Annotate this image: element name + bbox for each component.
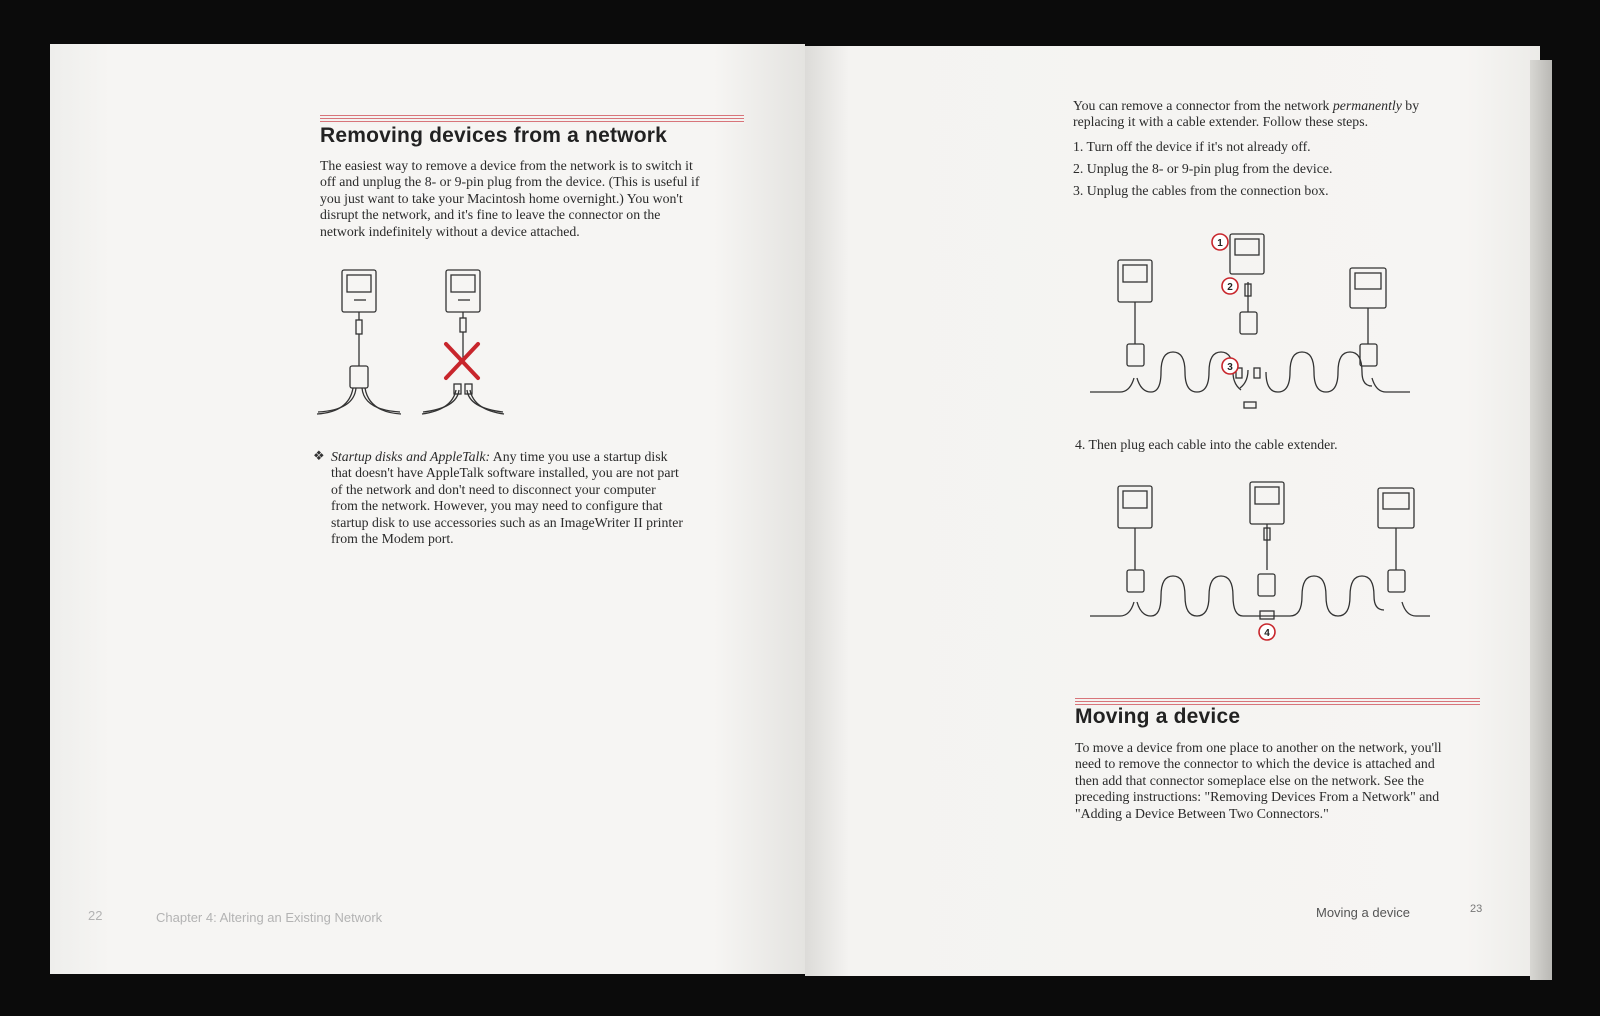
section-title-removing: Removing devices from a network (320, 124, 667, 147)
text-line: that doesn't have AppleTalk software installed, you are not part (331, 465, 679, 481)
remove-x-mark (446, 344, 478, 378)
note-bullet: ❖ (313, 448, 325, 463)
text-line: you just want to take your Macintosh home overnight.) You won't (320, 190, 683, 206)
section-rule (320, 115, 744, 124)
text-line: Any time you use a startup disk (490, 449, 668, 464)
callout-3: 3 (1227, 362, 1233, 373)
unplug-diagram (1090, 232, 1430, 422)
page-number-left: 22 (88, 908, 103, 923)
running-footer-left: Chapter 4: Altering an Existing Network (156, 910, 383, 925)
text-line: startup disk to use accessories such as an ImageWriter II printer (331, 514, 683, 530)
running-footer-right: Moving a device (1316, 905, 1410, 920)
page-stack-edge (1530, 60, 1552, 980)
startup-note (331, 449, 751, 547)
text-line: replacing it with a cable extender. Follow these steps. (1073, 114, 1369, 130)
text-line: need to remove the connector to which the device is attached and (1075, 756, 1435, 772)
text-line: of the network and don't need to disconnect your computer (331, 481, 656, 497)
cable-extender-intro (1073, 98, 1473, 131)
note-heading: Startup disks and AppleTalk: (331, 449, 491, 464)
text-line: preceding instructions: "Removing Devices From a Network" and (1075, 789, 1440, 805)
text-line: disrupt the network, and it's fine to leave the connector on the (320, 207, 661, 223)
section-title-moving: Moving a device (1075, 705, 1241, 728)
step-4: 4. Then plug each cable into the cable extender. (1075, 437, 1338, 452)
text-line: "Adding a Device Between Two Connectors." (1075, 805, 1329, 821)
step-item: 1. Turn off the device if it's not already off. (1073, 139, 1311, 154)
text-line: from the Modem port. (331, 531, 454, 547)
moving-paragraph (1075, 740, 1495, 822)
step-item: 3. Unplug the cables from the connection box. (1073, 183, 1329, 198)
steps-list (1073, 136, 1332, 202)
callout-2: 2 (1227, 282, 1233, 293)
text-line: To move a device from one place to another on the network, you'll (1075, 740, 1442, 755)
text-line: network indefinitely without a device attached. (320, 223, 580, 239)
text-span: You can remove a connector from the network (1073, 98, 1333, 113)
text-line: The easiest way to remove a device from the network is to switch it (320, 158, 693, 173)
removal-illustration (300, 262, 530, 432)
step-item: 2. Unplug the 8- or 9-pin plug from the device. (1073, 161, 1333, 176)
text-line: from the network. However, you may need to configure that (331, 498, 663, 514)
callout-1: 1 (1217, 238, 1223, 249)
text-line: off and unplug the 8- or 9-pin plug from the device. (This is useful if (320, 174, 700, 190)
extender-diagram (1090, 482, 1430, 652)
page-number-right: 23 (1470, 903, 1483, 915)
text-line: then add that connector someplace else on the network. See the (1075, 772, 1425, 788)
callout-4: 4 (1264, 628, 1270, 639)
intro-paragraph (320, 158, 750, 240)
text-span: by (1401, 98, 1420, 113)
emphasis-text: permanently (1332, 98, 1402, 113)
